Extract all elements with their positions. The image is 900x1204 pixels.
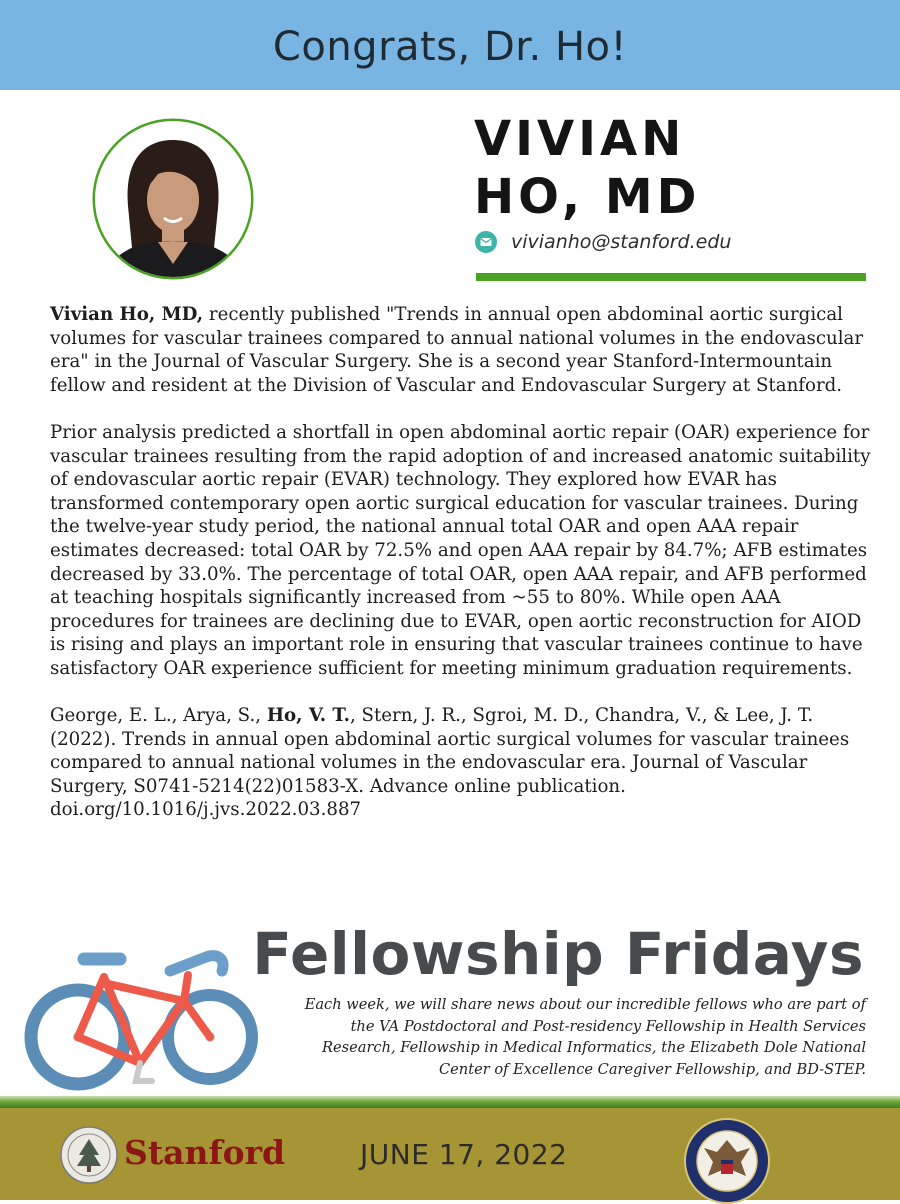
publication-date: JUNE 17, 2022: [360, 1138, 568, 1171]
citation-highlight: Ho, V. T.: [266, 705, 350, 727]
intro-text: recently published "Trends in annual open abdominal aortic surgical volumes for vascular trainees compared to annual national volumes in the endovascular era" in the Journal of Vascular Surgery. She is a second year Stanford-Intermountain fellow and resident at the Division of Vascular and Endovascular Surgery at Stanford.: [50, 304, 864, 396]
profile-name: [474, 110, 700, 226]
fellowship-fridays-title: Fellowship Fridays: [252, 920, 864, 988]
va-seal-icon: [684, 1118, 770, 1204]
page-title: Congrats, Dr. Ho!: [272, 24, 628, 70]
email-link[interactable]: vivianho@stanford.edu: [511, 231, 732, 253]
stanford-seal-icon: [60, 1126, 118, 1184]
email-icon: [475, 231, 497, 253]
name-line-1: VIVIAN: [474, 111, 686, 167]
email-row: [475, 228, 731, 256]
article-body: [50, 303, 880, 822]
profile-photo: [92, 118, 254, 280]
grass-strip: [0, 1096, 900, 1108]
citation-authors: George, E. L., Arya, S.,: [50, 705, 267, 727]
intro-name: Vivian Ho, MD,: [50, 304, 204, 325]
divider: [476, 273, 866, 281]
stanford-wordmark: Stanford: [124, 1133, 286, 1172]
paragraph-intro: [50, 303, 880, 397]
citation-details: , Stern, J. R., Sgroi, M. D., Chandra, V., & Lee, J. T. (2022). Trends in annual open abdominal aortic surgical volumes for vascular trainees compared to annual national volumes in the endovascular era. Journal of Vascular Surgery, S0741-5214(22)01583-X. Advance online publication. doi.org/10.1016/j.jvs.2022.03.887: [50, 705, 850, 821]
bicycle-icon: [20, 945, 260, 1095]
fellowship-description: Each week, we will share news about our incredible fellows who are part of the VA Postdoctoral and Post-residency Fellowship in Health Services Research, Fellowship in Medical Informatics, the Elizabeth Dole National Center of Excellence Caregiver Fellowship, and BD-STEP.: [304, 996, 866, 1078]
header-banner: [0, 0, 900, 90]
paragraph-summary: Prior analysis predicted a shortfall in open abdominal aortic repair (OAR) experience for vascular trainees resulting from the rapid adoption of and increased anatomic suitability of endovascular aortic repair (EVAR) technology. They explored how EVAR has transformed contemporary open aortic surgical education for vascular trainees. During the twelve-year study period, the national annual total OAR and open AAA repair estimates decreased: total OAR by 72.5% and open AAA repair by 84.7%; AFB estimates decreased by 33.0%. The percentage of total OAR, open AAA repair, and AFB performed at teaching hospitals significantly increased from ~55 to 80%. While open AAA procedures for trainees are declining due to EVAR, open aortic reconstruction for AIOD is rising and plays an important role in ensuring that vascular trainees continue to have satisfactory OAR experience sufficient for meeting minimum graduation requirements.: [50, 421, 871, 679]
citation: [50, 704, 880, 822]
name-line-2: HO, MD: [474, 169, 701, 225]
